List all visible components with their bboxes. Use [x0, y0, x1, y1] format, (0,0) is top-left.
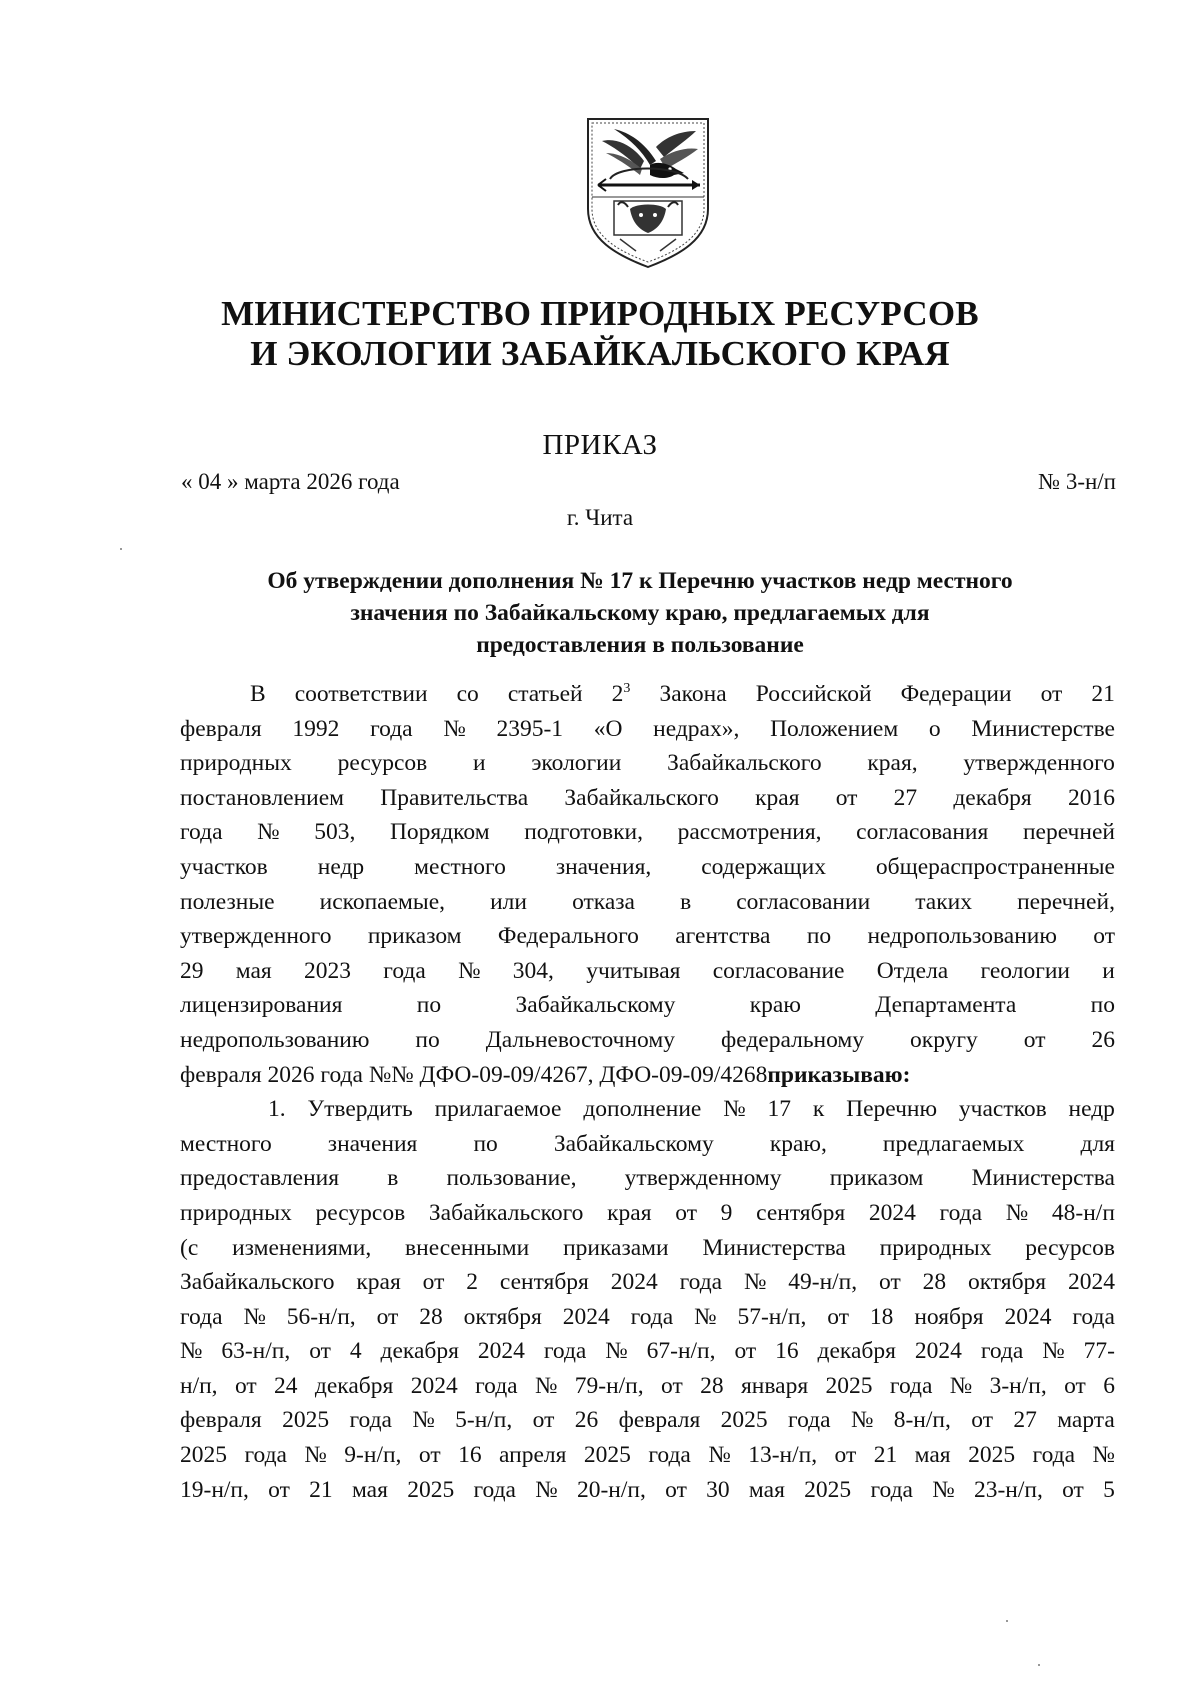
document-body [180, 677, 1115, 1507]
word: 2025 [720, 1407, 768, 1434]
word: 8-н/п, [893, 1407, 951, 1434]
word: согласование [712, 957, 845, 984]
word: 28 [700, 1372, 724, 1399]
word: 2024 [1067, 1269, 1115, 1296]
word: 2024 [562, 1303, 610, 1330]
word: Министерстве [971, 715, 1115, 742]
word: года [383, 957, 426, 984]
word: по [806, 923, 832, 950]
paragraph-1-first-line [180, 677, 1115, 712]
word: № [1005, 1199, 1029, 1226]
word: от [422, 1269, 445, 1296]
word: недр [1068, 1096, 1115, 1123]
word: 2025 [583, 1442, 631, 1469]
word: края [755, 784, 800, 811]
word: недр [317, 853, 365, 880]
paragraph-2-lines [180, 1092, 1115, 1507]
word: краю [749, 992, 801, 1019]
superscript: 3 [623, 681, 631, 697]
word: 9-н/п, [344, 1442, 402, 1469]
word: № [443, 715, 466, 742]
word: Забайкальскому [553, 1130, 714, 1157]
word: 49-н/п, [788, 1269, 858, 1296]
word: 9 [720, 1199, 733, 1226]
word: 3-н/п, [989, 1372, 1047, 1399]
word: согласования [856, 819, 989, 846]
word: перечней, [1017, 888, 1115, 915]
word: № [458, 957, 481, 984]
word: «О [593, 715, 623, 742]
word: экологии [531, 750, 622, 777]
word: № [304, 1442, 327, 1469]
subject-line: значения по Забайкальскому краю, предлагаемых для [350, 600, 930, 626]
word: № [243, 1303, 266, 1330]
text-line [180, 1231, 1115, 1266]
text-line [180, 815, 1115, 850]
word: краю, [769, 1130, 827, 1157]
word: № [180, 1338, 203, 1365]
word: согласовании [736, 888, 871, 915]
word: Федерации [900, 681, 1012, 707]
document-type: ПРИКАЗ [542, 429, 658, 461]
word: Федерального [497, 923, 639, 950]
word: от [1023, 1026, 1046, 1053]
word: 21 [873, 1442, 898, 1469]
word: № [534, 1372, 558, 1399]
word: 1. [268, 1096, 286, 1123]
word: от [661, 1372, 683, 1399]
word: природных [879, 1234, 992, 1261]
word: для [1080, 1130, 1115, 1157]
text-line [180, 1334, 1115, 1369]
word: от [309, 1338, 331, 1365]
word: перечней [1022, 819, 1115, 846]
word: края, [867, 750, 918, 777]
word: недропользованию [180, 1026, 370, 1053]
word: значения, [555, 853, 652, 880]
word: 30 [706, 1476, 730, 1503]
word: 24 [274, 1372, 298, 1399]
text-line [180, 1300, 1115, 1335]
word: 2 [466, 1269, 478, 1296]
word: н/п, [180, 1372, 218, 1399]
text-line [180, 1438, 1115, 1473]
word: 13-н/п, [748, 1442, 818, 1469]
word: года [889, 1372, 933, 1399]
word: № [708, 1442, 731, 1469]
word: 17 [767, 1096, 791, 1123]
word: и [1102, 957, 1115, 984]
word: года [473, 1476, 516, 1503]
word: ноября [914, 1303, 984, 1330]
word: участков [958, 1096, 1047, 1123]
word: года [244, 1442, 287, 1469]
word: 16 [458, 1442, 482, 1469]
word: от [827, 1303, 849, 1330]
word: Забайкальскому [515, 992, 676, 1019]
word: от [376, 1303, 399, 1330]
word: о [928, 715, 941, 742]
document-number: № 3-н/п [1038, 469, 1116, 494]
word: 2024 [410, 1372, 458, 1399]
text-line [180, 746, 1115, 781]
text-line [180, 781, 1115, 816]
text-line [180, 1161, 1115, 1196]
word: значения [327, 1130, 418, 1157]
word: по [415, 1026, 440, 1053]
word: 27 [893, 784, 918, 811]
word: пользование, [446, 1165, 577, 1192]
scan-speck [120, 548, 122, 550]
document-subject [180, 565, 1100, 661]
word: года [543, 1338, 587, 1365]
word: в [387, 1165, 399, 1192]
word: содержащих [701, 853, 826, 880]
word: 2024 [1004, 1303, 1052, 1330]
word: 29 [180, 957, 204, 984]
word: года [939, 1199, 983, 1226]
word: 2024 [868, 1199, 916, 1226]
word: года [180, 819, 223, 846]
word: в [680, 888, 692, 915]
scan-speck [1038, 1664, 1040, 1666]
word: 304, [512, 957, 554, 984]
word: от [418, 1442, 441, 1469]
word: 20-н/п, [576, 1476, 646, 1503]
word: года [1072, 1303, 1115, 1330]
word: отказа [572, 888, 635, 915]
text-line [180, 850, 1115, 885]
word: 56-н/п, [286, 1303, 356, 1330]
word: № [412, 1407, 435, 1434]
word: таких [915, 888, 972, 915]
word: по [416, 992, 442, 1019]
word: февраля [180, 715, 262, 742]
word: 4 [349, 1338, 362, 1365]
text-line [180, 1265, 1115, 1300]
word: от [665, 1476, 687, 1503]
word: февраля [180, 1407, 262, 1434]
ministry-name-line-1: МИНИСТЕРСТВО ПРИРОДНЫХ РЕСУРСОВ [221, 294, 979, 333]
word: предлагаемых [882, 1130, 1025, 1157]
word: года [1032, 1442, 1076, 1469]
word: года [630, 1303, 674, 1330]
word: № [257, 819, 280, 846]
word: февраля [618, 1407, 701, 1434]
word: апреля [499, 1442, 567, 1469]
word: 27 [1013, 1407, 1037, 1434]
word: 2025 [407, 1476, 455, 1503]
word: 2025 [804, 1476, 852, 1503]
word: 2025 [282, 1407, 330, 1434]
word: № [535, 1476, 558, 1503]
word: приказом [367, 923, 462, 950]
word: округу [910, 1026, 978, 1053]
word: декабря [817, 1338, 896, 1365]
word: утвержденного [180, 923, 332, 950]
scan-speck [1006, 1620, 1008, 1622]
word: 2395-1 [496, 715, 564, 742]
text-line [180, 919, 1115, 954]
word: Положением [770, 715, 899, 742]
word: от [234, 1372, 257, 1399]
word: года [788, 1407, 831, 1434]
word: декабря [953, 784, 1032, 811]
coat-of-arms-emblem [584, 117, 712, 269]
word: 2016 [1067, 784, 1115, 811]
word: 2023 [304, 957, 352, 984]
word: Порядком [389, 819, 490, 846]
word: года [475, 1372, 518, 1399]
word: № [743, 1269, 767, 1296]
word: 2025 [968, 1442, 1016, 1469]
paragraph-1-lines [180, 712, 1115, 1058]
word: ресурсов [1025, 1234, 1115, 1261]
word: сентября [499, 1269, 589, 1296]
word: местного [180, 1130, 272, 1157]
word: агентства [675, 923, 771, 950]
word: постановлением [180, 784, 345, 811]
word: федеральному [720, 1026, 865, 1053]
word: 63-н/п, [221, 1338, 291, 1365]
word: 26 [1091, 1026, 1115, 1053]
word: 67-н/п, [646, 1338, 716, 1365]
word: года [180, 1303, 223, 1330]
word: приказом [829, 1165, 924, 1192]
word: утвержденного [963, 750, 1115, 777]
word: участков [180, 853, 268, 880]
word: недропользованию [867, 923, 1057, 950]
word: Департамента [875, 992, 1017, 1019]
word: статьей [507, 681, 583, 707]
word: учитывая [586, 957, 681, 984]
text-line [180, 988, 1115, 1023]
text-line [180, 712, 1115, 747]
article-ref: $2^3$ [611, 681, 631, 707]
order-keyword: приказываю: [767, 1061, 911, 1088]
word: Забайкальского [428, 1199, 584, 1226]
word: природных [180, 750, 292, 777]
text-line [180, 1196, 1115, 1231]
word: Дальневосточному [485, 1026, 675, 1053]
word: мая [914, 1442, 951, 1469]
word: Отдела [876, 957, 949, 984]
word: Правительства [380, 784, 529, 811]
word: утвержденному [624, 1165, 782, 1192]
word: полезные [180, 888, 275, 915]
word: от [734, 1338, 757, 1365]
word: года [980, 1338, 1024, 1365]
word: декабря [380, 1338, 459, 1365]
word: ресурсов [315, 1199, 406, 1226]
text-line [180, 1023, 1115, 1058]
word: мая [748, 1476, 785, 1503]
word: Забайкальского [564, 784, 719, 811]
subject-line: Об утверждении дополнения № 17 к Перечню участков недр местного [267, 568, 1013, 594]
subject-line: предоставления в пользование [476, 632, 804, 658]
word: Забайкальского [667, 750, 822, 777]
word: края [356, 1269, 401, 1296]
word: от [834, 1442, 857, 1469]
word: дополнение [583, 1096, 702, 1123]
word: № [850, 1407, 874, 1434]
word: Закона [659, 681, 727, 707]
word: от [971, 1407, 993, 1434]
word: 79-н/п, [574, 1372, 644, 1399]
word: по [1090, 992, 1115, 1019]
word: от [1062, 1476, 1084, 1503]
document-date: « 04 » марта 2026 года [181, 469, 400, 494]
word: предоставления [180, 1165, 340, 1192]
word: № [694, 1303, 717, 1330]
word: года [370, 715, 413, 742]
ministry-name-line-2: И ЭКОЛОГИИ ЗАБАЙКАЛЬСКОГО КРАЯ [250, 334, 950, 373]
word: № [1092, 1442, 1115, 1469]
word: 503, [314, 819, 356, 846]
word: ресурсов [337, 750, 428, 777]
word: В [250, 681, 266, 707]
word: № [1042, 1338, 1065, 1365]
word: 2025 [825, 1372, 873, 1399]
word: или [490, 888, 527, 915]
word: 19-н/п, [180, 1476, 249, 1503]
word: 21 [1091, 681, 1115, 707]
word: 28 [922, 1269, 947, 1296]
word: от [1093, 923, 1115, 950]
word: 2024 [914, 1338, 962, 1365]
word: года [679, 1269, 723, 1296]
word: недрах», [653, 715, 740, 742]
word: соответствии [294, 681, 428, 707]
word: октября [967, 1269, 1047, 1296]
word: природных [180, 1199, 292, 1226]
word: 16 [775, 1338, 799, 1365]
word: 23-н/п, [973, 1476, 1043, 1503]
word: подготовки, [524, 819, 643, 846]
word: № [723, 1096, 746, 1123]
word: 2024 [610, 1269, 658, 1296]
word: сентября [756, 1199, 846, 1226]
word: 6 [1103, 1372, 1115, 1399]
word: со [456, 681, 479, 707]
word: декабря [314, 1372, 394, 1399]
text-line [180, 1092, 1115, 1127]
word: общераспространенные [875, 853, 1115, 880]
word: года [648, 1442, 691, 1469]
word: мая [235, 957, 272, 984]
word: рассмотрения, [677, 819, 822, 846]
word: от [675, 1199, 697, 1226]
word: 48-н/п [1051, 1199, 1115, 1226]
word: № [949, 1372, 973, 1399]
word: от [1040, 681, 1063, 707]
word: № [932, 1476, 955, 1503]
word: 2025 [180, 1442, 227, 1469]
word: от [268, 1476, 290, 1503]
word: и [472, 750, 486, 777]
word: марта [1057, 1407, 1115, 1434]
word: края [607, 1199, 652, 1226]
word: 18 [869, 1303, 894, 1330]
text-line [180, 885, 1115, 920]
word: от [532, 1407, 555, 1434]
word: геологии [980, 957, 1070, 984]
word: от [879, 1269, 901, 1296]
word: 5 [1103, 1476, 1115, 1503]
word: октября [463, 1303, 542, 1330]
word: мая [351, 1476, 388, 1503]
text-line [180, 954, 1115, 989]
word: от [835, 784, 858, 811]
word: 77- [1083, 1338, 1115, 1365]
word: Перечню [846, 1096, 938, 1123]
word: Утвердить [307, 1096, 413, 1123]
word: Министерства [971, 1165, 1115, 1192]
word: к [812, 1096, 825, 1123]
word: приказами [563, 1234, 669, 1261]
word: 2024 [477, 1338, 525, 1365]
text-line [180, 1369, 1115, 1404]
word: Забайкальского [180, 1269, 335, 1296]
word: ископаемые, [319, 888, 446, 915]
word: (с [180, 1234, 199, 1261]
word: 5-н/п, [455, 1407, 513, 1434]
word: Российской [755, 681, 872, 707]
word: от [1064, 1372, 1086, 1399]
word: Министерства [702, 1234, 846, 1261]
word: прилагаемое [434, 1096, 562, 1123]
word: изменениями, [232, 1234, 372, 1261]
paragraph-1-last-text: февраля 2026 года №№ ДФО-09-09/4267, ДФО-09-09/4268 [180, 1061, 768, 1088]
word: 21 [309, 1476, 333, 1503]
word: лицензирования [180, 992, 343, 1019]
paragraph-1-last-line [180, 1058, 1115, 1093]
word: января [740, 1372, 809, 1399]
word: по [473, 1130, 498, 1157]
word: года [349, 1407, 392, 1434]
word: № [605, 1338, 628, 1365]
word: внесенными [405, 1234, 530, 1261]
word: 28 [419, 1303, 443, 1330]
text-line [180, 1473, 1115, 1508]
word: 57-н/п, [737, 1303, 807, 1330]
text-line [180, 1403, 1115, 1438]
word: местного [414, 853, 506, 880]
document-city: г. Чита [566, 505, 634, 530]
word: 1992 [292, 715, 340, 742]
word: года [870, 1476, 913, 1503]
word: 26 [574, 1407, 599, 1434]
text-line [180, 1127, 1115, 1162]
